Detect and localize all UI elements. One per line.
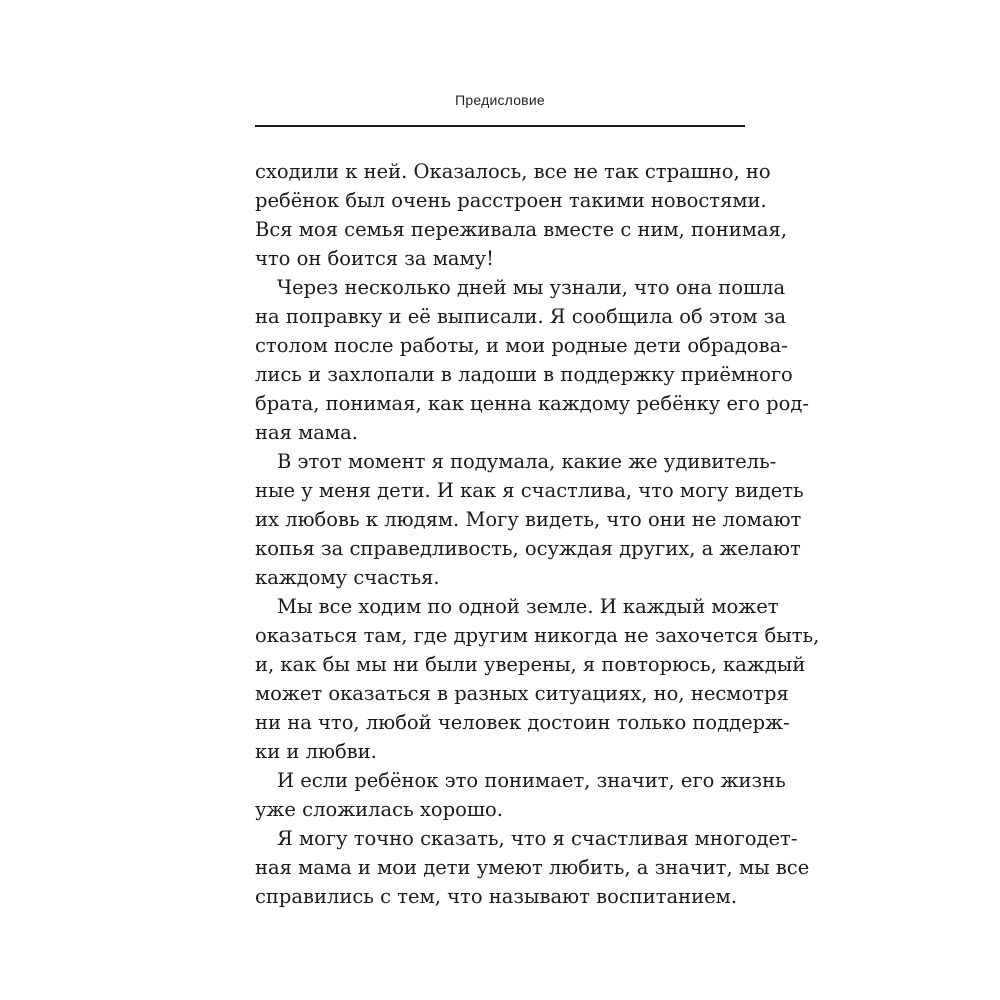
text-line: ки и любви. bbox=[255, 740, 377, 763]
text-line: уже сложилась хорошо. bbox=[255, 798, 503, 821]
text-line: копья за справедливость, осуждая других, а желают bbox=[255, 537, 801, 560]
text-line: на поправку и её выписали. Я сообщила об этом за bbox=[255, 305, 786, 328]
text-line: Я могу точно сказать, что я счастливая многодет- bbox=[277, 827, 798, 850]
text-line: ребёнок был очень расстроен такими новостями. bbox=[255, 189, 767, 212]
text-line: может оказаться в разных ситуациях, но, несмотря bbox=[255, 682, 789, 705]
text-line: ни на что, любой человек достоин только поддерж- bbox=[255, 711, 790, 734]
text-line: сходили к ней. Оказалось, все не так страшно, но bbox=[255, 160, 771, 183]
text-line: ная мама. bbox=[255, 421, 358, 444]
text-line: и, как бы мы ни были уверены, я повторюсь, каждый bbox=[255, 653, 806, 676]
body-text bbox=[255, 157, 820, 911]
text-line: столом после работы, и мои родные дети обрадова- bbox=[255, 334, 788, 357]
text-line: И если ребёнок это понимает, значит, его жизнь bbox=[277, 769, 786, 792]
text-line: справились с тем, что называют воспитанием. bbox=[255, 885, 738, 908]
text-line: ная мама и мои дети умеют любить, а значит, мы все bbox=[255, 856, 810, 879]
text-line: что он боится за маму! bbox=[255, 247, 494, 270]
text-line: Вся моя семья переживала вместе с ним, понимая, bbox=[255, 218, 788, 241]
text-line: каждому счастья. bbox=[255, 566, 440, 589]
text-line: Через несколько дней мы узнали, что она пошла bbox=[277, 276, 786, 299]
text-line: их любовь к людям. Могу видеть, что они не ломают bbox=[255, 508, 802, 531]
text-line: лись и захлопали в ладоши в поддержку приёмного bbox=[255, 363, 793, 386]
header-rule bbox=[255, 125, 745, 127]
text-line: В этот момент я подумала, какие же удивитель- bbox=[277, 450, 777, 473]
text-line: брата, понимая, как ценна каждому ребёнку его род- bbox=[255, 392, 809, 415]
text-line: ные у меня дети. И как я счастлива, что могу видеть bbox=[255, 479, 804, 502]
running-header: Предисловие bbox=[455, 92, 545, 108]
text-line: Мы все ходим по одной земле. И каждый может bbox=[277, 595, 779, 618]
text-line: оказаться там, где другим никогда не захочется быть, bbox=[255, 624, 820, 647]
